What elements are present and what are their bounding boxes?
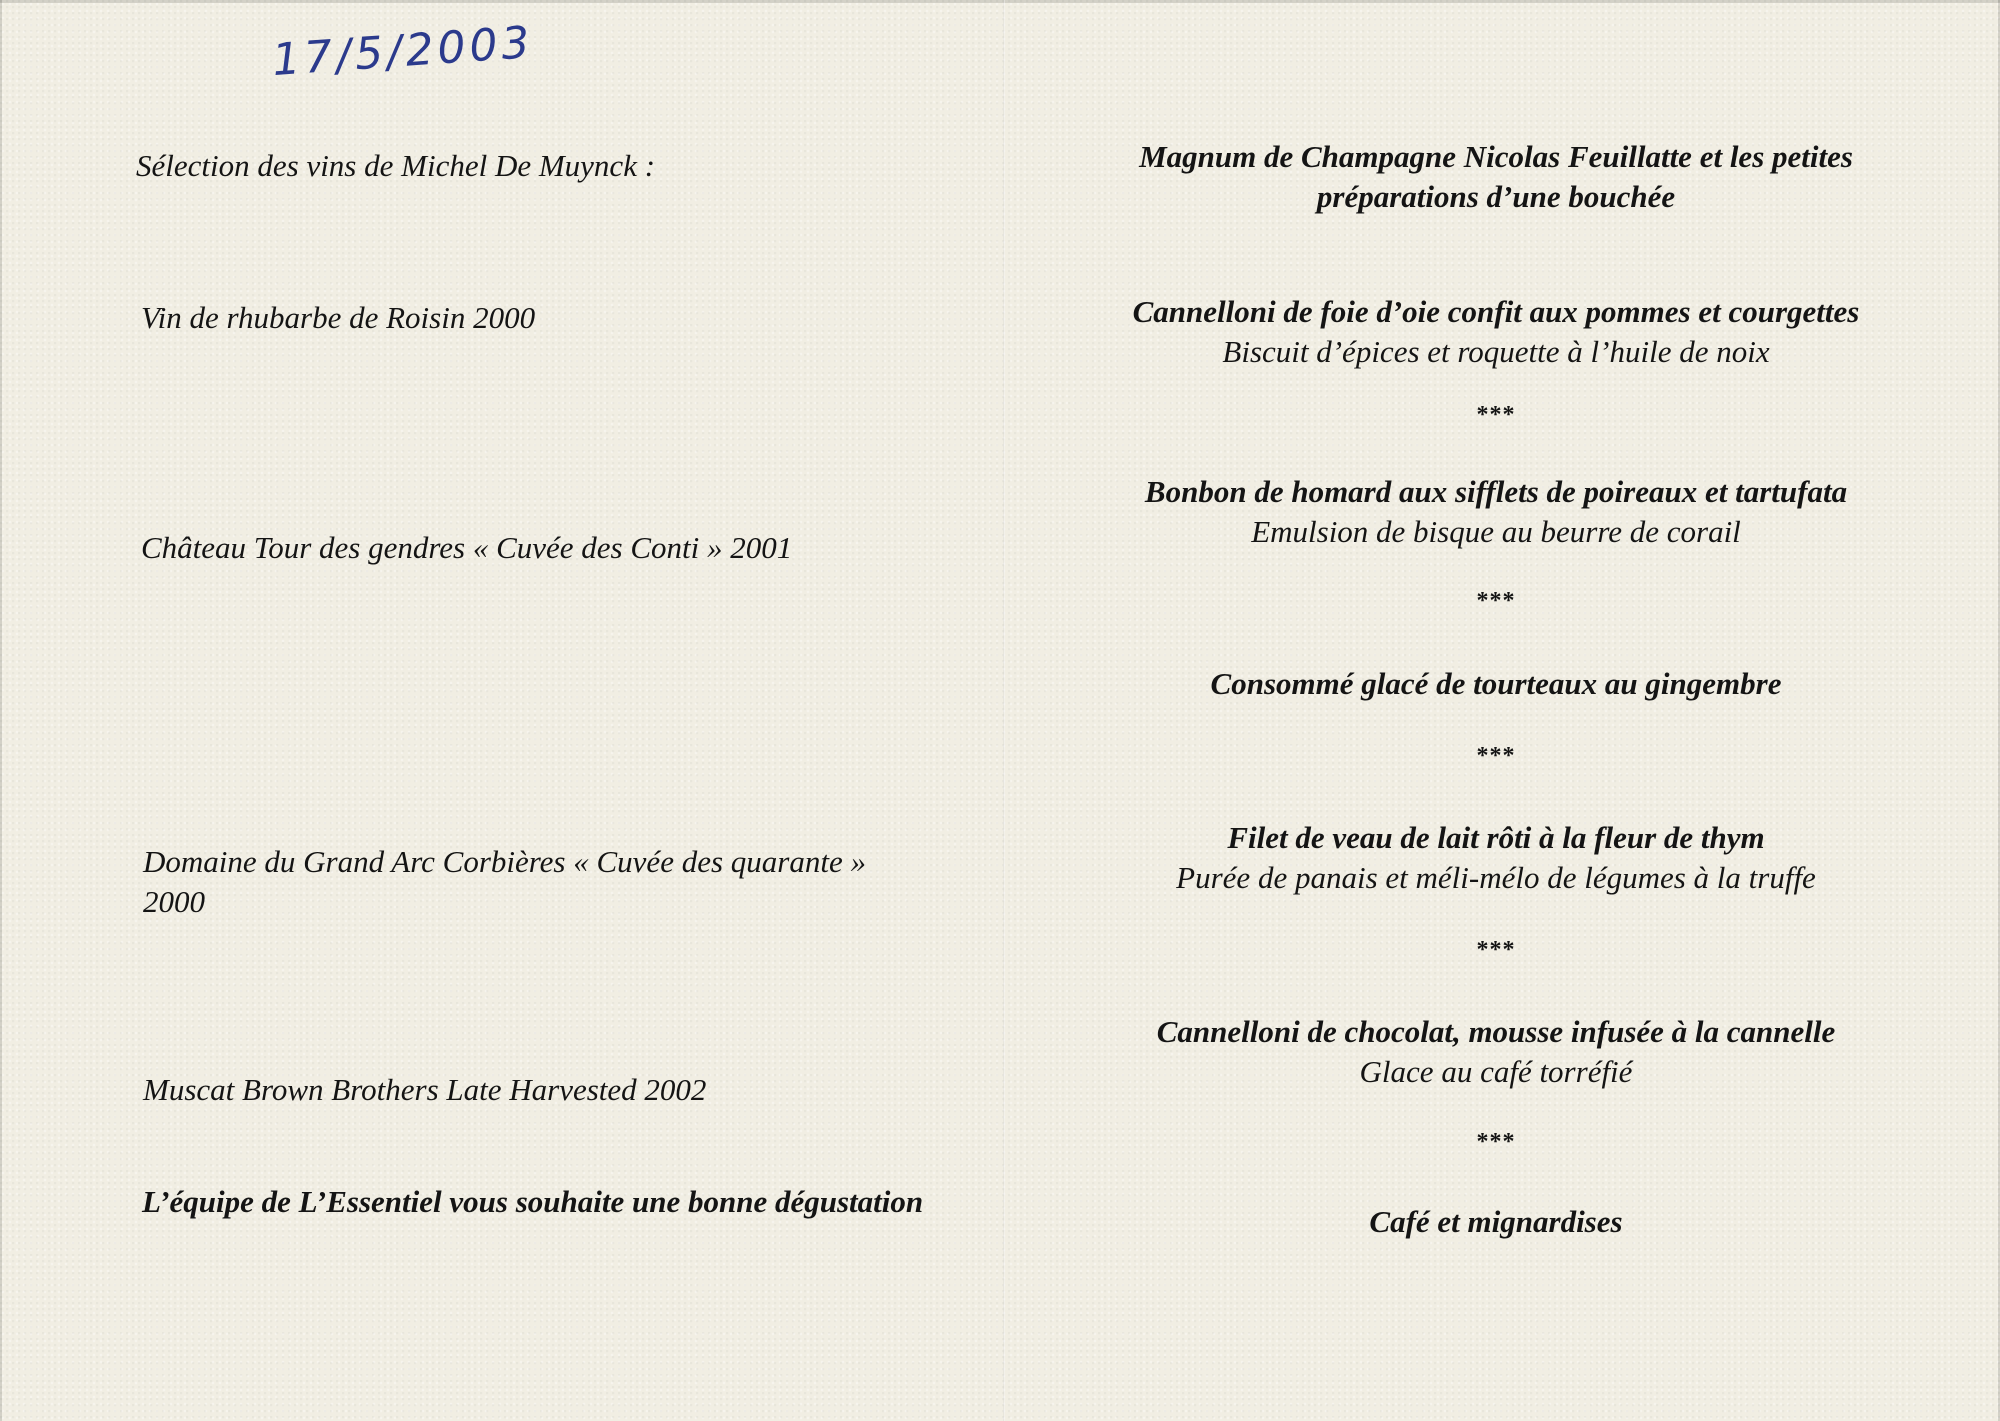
course-dessert bbox=[1054, 1012, 1938, 1092]
wine-item: Muscat Brown Brothers Late Harvested 2002 bbox=[143, 1072, 707, 1107]
course-subtitle: Purée de panais et méli-mélo de légumes à la truffe bbox=[1176, 860, 1816, 895]
course-separator: *** bbox=[1476, 743, 1516, 769]
course-title: Magnum de Champagne Nicolas Feuillatte et les petites bbox=[1139, 139, 1853, 174]
course-title: Cannelloni de chocolat, mousse infusée à la cannelle bbox=[1156, 1014, 1836, 1049]
course-lobster bbox=[1054, 472, 1938, 552]
course-subtitle: Emulsion de bisque au beurre de corail bbox=[1251, 514, 1741, 549]
course-title: Café et mignardises bbox=[1369, 1204, 1623, 1239]
handwritten-date: 17/5/2003 bbox=[270, 16, 536, 87]
course-separator: *** bbox=[1476, 588, 1516, 614]
course-coffee bbox=[1054, 1202, 1938, 1242]
closing-message: L’équipe de L’Essentiel vous souhaite une bonne dégustation bbox=[142, 1184, 924, 1219]
course-aperitif bbox=[1054, 137, 1938, 217]
course-consomme bbox=[1054, 664, 1938, 704]
course-title: préparations d’une bouchée bbox=[1316, 179, 1676, 214]
wine-item: Domaine du Grand Arc Corbières « Cuvée des quarante » bbox=[143, 844, 866, 879]
course-starter bbox=[1054, 292, 1938, 372]
course-title: Consommé glacé de tourteaux au gingembre bbox=[1210, 666, 1782, 701]
course-main bbox=[1054, 818, 1938, 898]
wine-item: Vin de rhubarbe de Roisin 2000 bbox=[141, 300, 536, 335]
course-separator: *** bbox=[1476, 402, 1516, 428]
course-separator: *** bbox=[1476, 1129, 1516, 1155]
course-subtitle: Glace au café torréfié bbox=[1359, 1054, 1633, 1089]
wine-item-year: 2000 bbox=[143, 884, 205, 919]
wine-selection-intro: Sélection des vins de Michel De Muynck : bbox=[136, 148, 656, 183]
course-subtitle: Biscuit d’épices et roquette à l’huile de noix bbox=[1222, 334, 1770, 369]
course-title: Bonbon de homard aux sifflets de poireaux et tartufata bbox=[1144, 474, 1848, 509]
course-title: Cannelloni de foie d’oie confit aux pommes et courgettes bbox=[1132, 294, 1860, 329]
course-title: Filet de veau de lait rôti à la fleur de thym bbox=[1227, 820, 1765, 855]
course-separator: *** bbox=[1476, 937, 1516, 963]
wine-item: Château Tour des gendres « Cuvée des Conti » 2001 bbox=[141, 530, 793, 565]
